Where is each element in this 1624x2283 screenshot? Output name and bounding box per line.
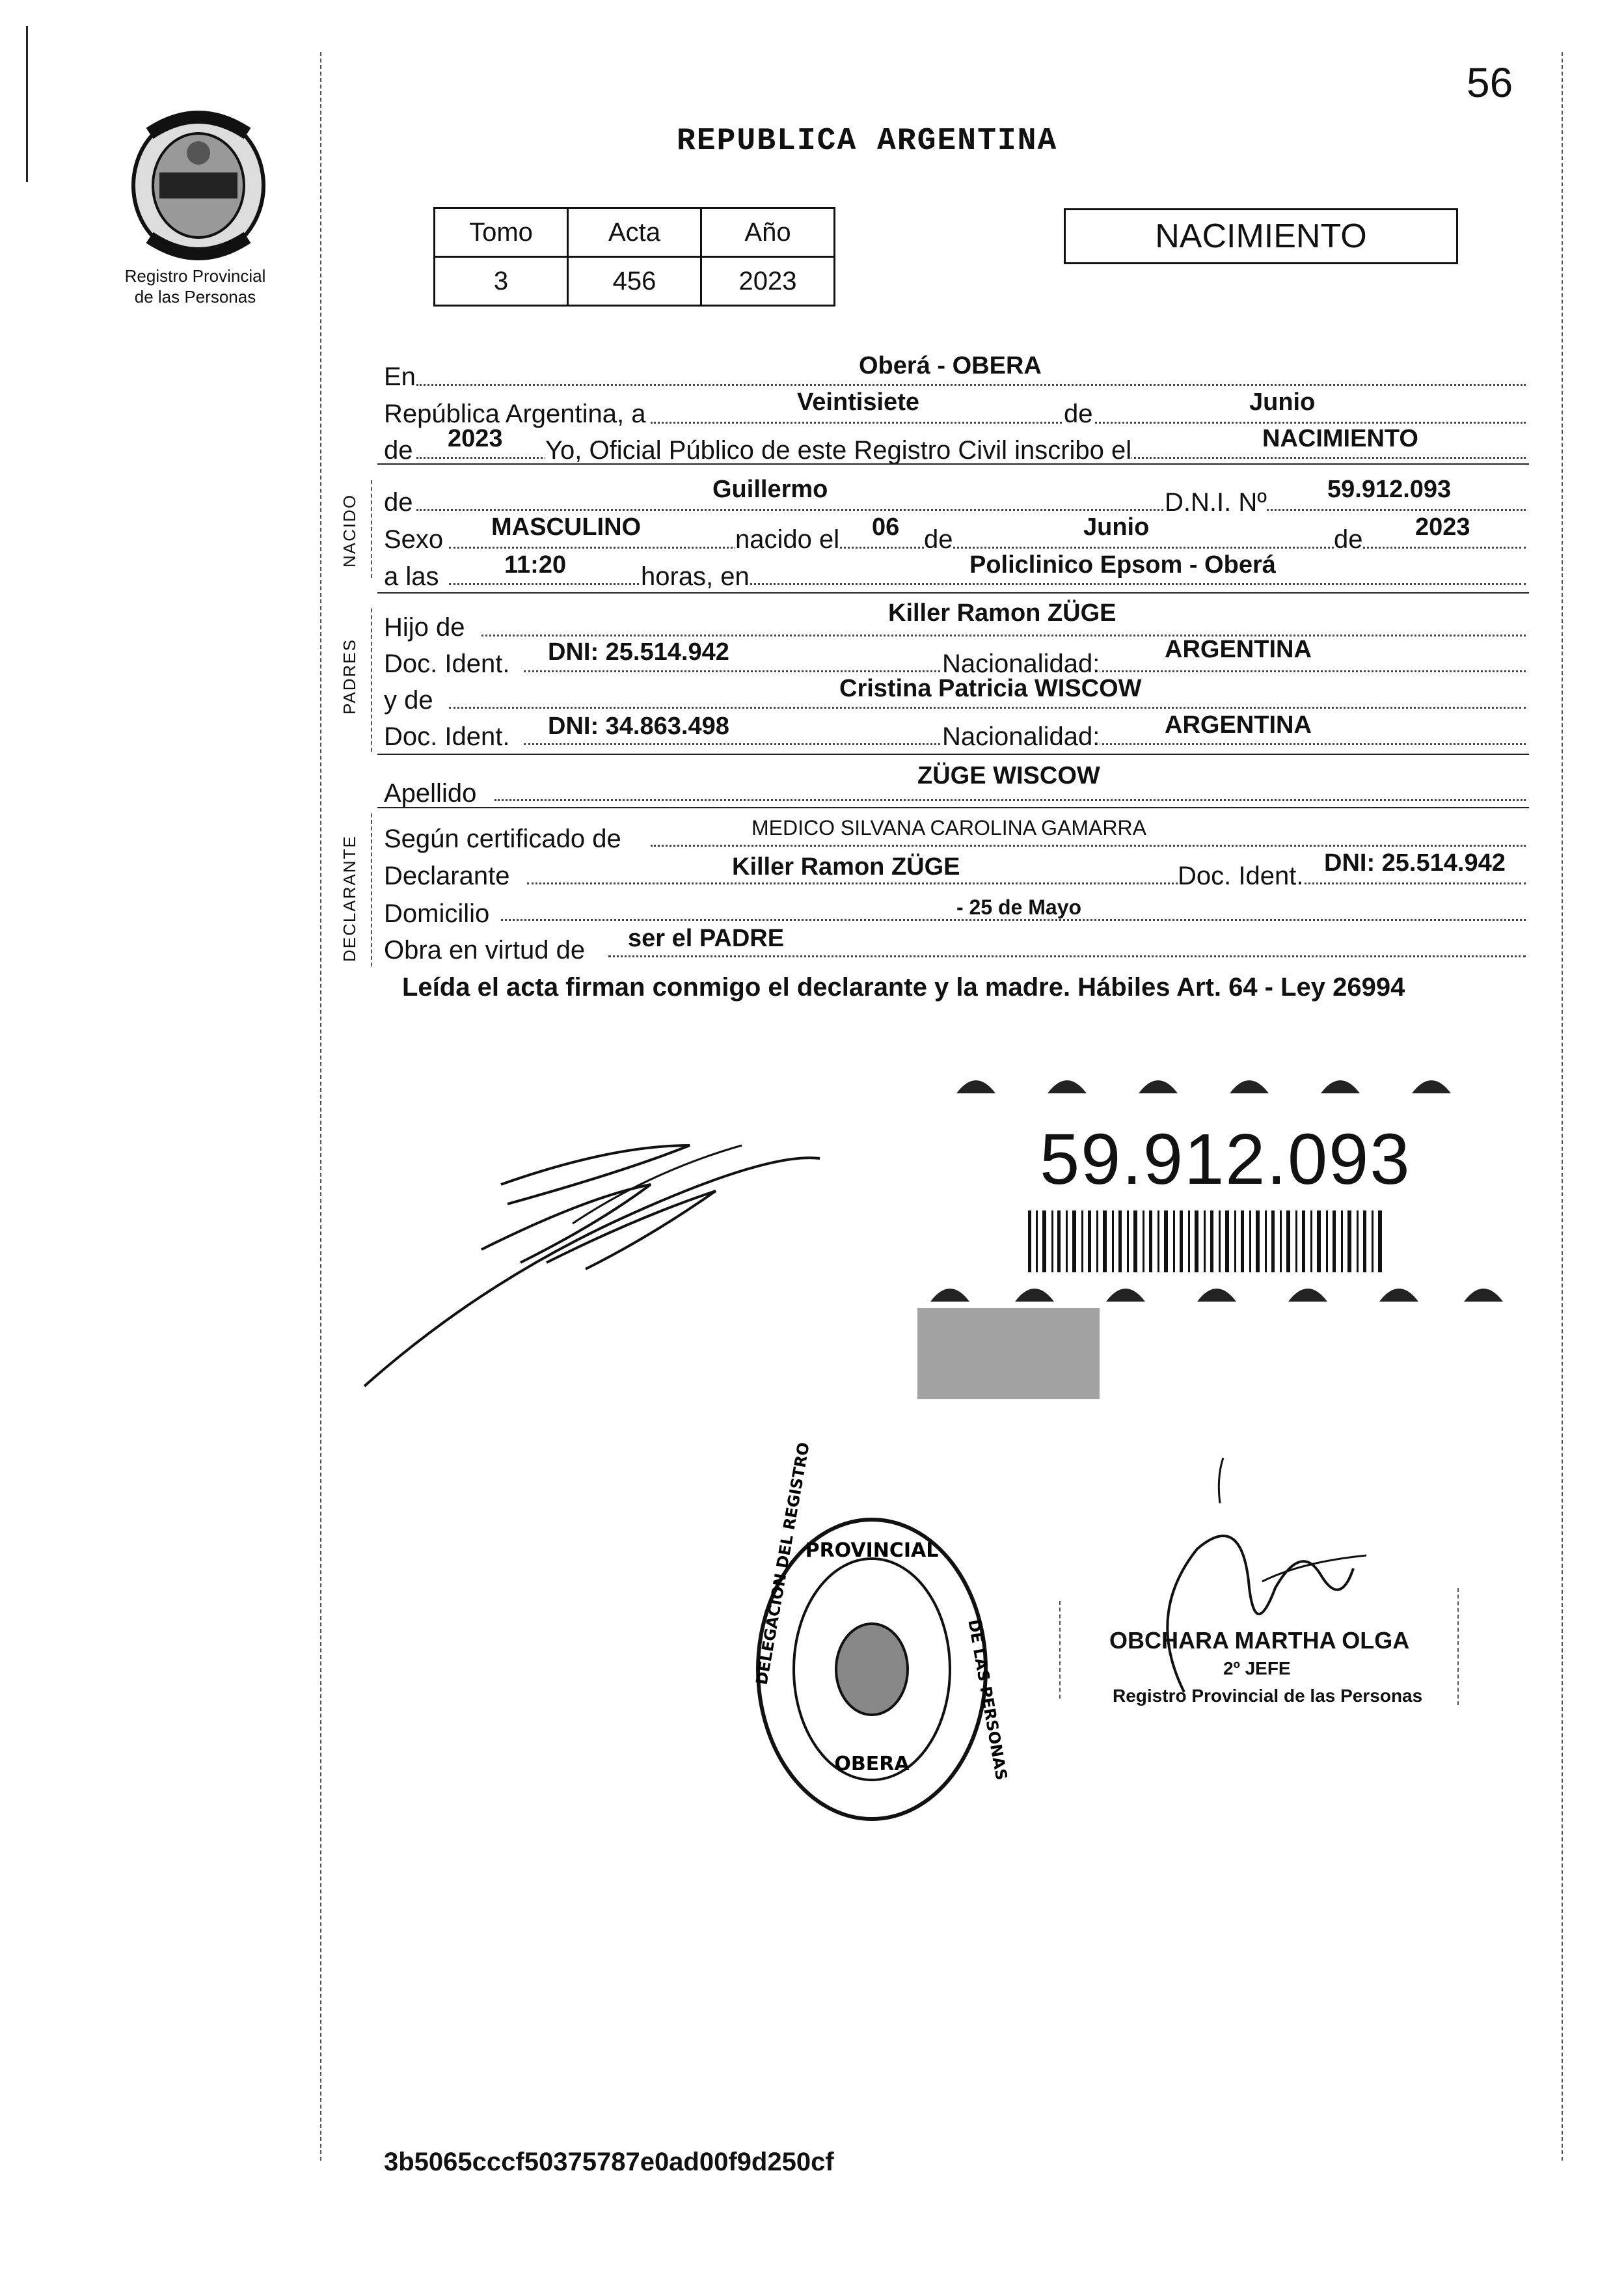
province-emblem-icon xyxy=(124,107,273,264)
father-nationality-value: ARGENTINA xyxy=(1165,636,1312,663)
child-name-value: Guillermo xyxy=(712,476,828,503)
declarante-bracket xyxy=(371,813,372,966)
svg-text:OBERA: OBERA xyxy=(834,1753,910,1775)
act-value-acta: 456 xyxy=(568,257,701,306)
right-margin-line xyxy=(1562,52,1563,2161)
section-divider-3 xyxy=(377,754,1529,755)
padres-bracket xyxy=(371,608,372,752)
decl-row4-dots xyxy=(608,955,1526,957)
father-doc-value: DNI: 25.514.942 xyxy=(548,638,729,666)
section-label-declarante: DECLARANTE xyxy=(340,835,359,962)
official-seal xyxy=(748,1441,1011,1829)
nacido-row1-dots xyxy=(416,509,1526,511)
month-value: Junio xyxy=(1249,389,1316,416)
en-label: En xyxy=(384,362,416,391)
nacido-bracket xyxy=(371,480,372,578)
hijo-de-label: Hijo de xyxy=(384,613,465,642)
apellido-label: Apellido xyxy=(384,779,477,808)
dni-label: D.N.I. Nº xyxy=(1165,488,1267,517)
mother-nationality-value: ARGENTINA xyxy=(1165,711,1312,739)
horas-label: horas, en xyxy=(641,562,750,591)
inscribo-value: NACIMIENTO xyxy=(1262,425,1418,452)
sexo-value: MASCULINO xyxy=(491,513,642,541)
dni-value: 59.912.093 xyxy=(1327,476,1452,503)
father-name-value: Killer Ramon ZÜGE xyxy=(888,599,1116,627)
year-value: 2023 xyxy=(448,425,503,452)
official-bracket-right xyxy=(1457,1588,1459,1705)
doc2-label: Doc. Ident. xyxy=(384,722,510,751)
day-value: Veintisiete xyxy=(797,389,919,416)
nacido-row3-dots xyxy=(449,583,1526,585)
birth-time-value: 11:20 xyxy=(504,551,567,579)
birth-place-value: Policlinico Epsom - Oberá xyxy=(969,551,1276,579)
act-header-acta: Acta xyxy=(568,208,701,257)
declarante-value: Killer Ramon ZÜGE xyxy=(732,853,960,881)
birth-day-value: 06 xyxy=(872,513,900,541)
mother-doc-value: DNI: 34.863.498 xyxy=(548,713,729,740)
nacido-el-label: nacido el xyxy=(735,525,840,554)
cert-value: MEDICO SILVANA CAROLINA GAMARRA xyxy=(751,816,1146,840)
birth-month-value: Junio xyxy=(1083,513,1150,541)
act-type-box: NACIMIENTO xyxy=(1064,208,1458,264)
nac2-label: Nacionalidad: xyxy=(942,722,1100,751)
left-margin-line xyxy=(320,52,321,2161)
act-value-ano: 2023 xyxy=(701,257,835,306)
closing-text: Leída el acta firman conmigo el declarante y la madre. Hábiles Art. 64 - Ley 26994 xyxy=(402,973,1405,1002)
domicilio-value: - 25 de Mayo xyxy=(956,895,1082,919)
registry-name xyxy=(98,266,293,307)
decl-doc-value: DNI: 25.514.942 xyxy=(1324,849,1506,877)
de-label-1: de xyxy=(1064,400,1093,428)
svg-text:PROVINCIAL: PROVINCIAL xyxy=(805,1539,939,1562)
official-org: Registro Provincial de las Personas xyxy=(1113,1686,1423,1706)
nacido-row2-dots xyxy=(449,547,1526,549)
act-header-ano: Año xyxy=(701,208,835,257)
svg-text:DE LAS PERSONAS: DE LAS PERSONAS xyxy=(964,1618,1011,1782)
registry-line1: Registro Provincial xyxy=(124,266,266,286)
apellido-value: ZÜGE WISCOW xyxy=(917,762,1100,789)
obra-value: ser el PADRE xyxy=(628,925,785,952)
mother-name-value: Cristina Patricia WISCOW xyxy=(839,675,1142,702)
obra-label: Obra en virtud de xyxy=(384,936,586,964)
de-label-2: de xyxy=(384,436,413,465)
official-name: OBCHARA MARTHA OLGA xyxy=(1109,1627,1410,1654)
left-edge-line xyxy=(26,26,28,182)
padres-row1-dots xyxy=(481,635,1526,636)
nacido-de2-label: de xyxy=(924,525,953,554)
oficial-text: Yo, Oficial Público de este Registro Civil inscribo el xyxy=(545,436,1132,465)
republica-label: República Argentina, a xyxy=(384,400,646,428)
act-value-tomo: 3 xyxy=(435,257,568,306)
doc1-label: Doc. Ident. xyxy=(384,649,510,678)
official-bracket-left xyxy=(1059,1601,1061,1699)
birth-year-value: 2023 xyxy=(1415,513,1470,541)
act-header-tomo: Tomo xyxy=(435,208,568,257)
act-table xyxy=(433,207,835,307)
document-hash: 3b5065cccf50375787e0ad00f9d250cf xyxy=(384,2148,834,2176)
nac1-label: Nacionalidad: xyxy=(942,649,1100,678)
stamp-number: 59.912.093 xyxy=(1040,1119,1411,1199)
section-label-padres: PADRES xyxy=(340,638,359,715)
cert-label: Según certificado de xyxy=(384,825,621,853)
domicilio-label: Domicilio xyxy=(384,899,490,928)
decl-row2-dots xyxy=(527,882,1526,884)
nacido-de-label: de xyxy=(384,488,413,517)
padres-row3-dots xyxy=(449,707,1526,709)
en-value: Oberá - OBERA xyxy=(859,352,1042,379)
nacido-de3-label: de xyxy=(1334,525,1363,554)
decl-row1-dots xyxy=(651,845,1526,847)
a-las-label: a las xyxy=(384,562,439,591)
page-number: 56 xyxy=(1467,59,1513,106)
registry-line2: de las Personas xyxy=(134,287,256,307)
decl-doc-label: Doc. Ident. xyxy=(1178,862,1304,890)
apellido-dots xyxy=(494,799,1526,801)
declarante-label: Declarante xyxy=(384,862,510,890)
y-de-label: y de xyxy=(384,686,433,715)
document-title: REPUBLICA ARGENTINA xyxy=(677,124,1058,159)
section-divider-4 xyxy=(377,807,1529,808)
section-label-nacido: NACIDO xyxy=(340,493,359,567)
svg-text:DELEGACION DEL REGISTRO: DELEGACION DEL REGISTRO xyxy=(752,1441,813,1686)
sexo-label: Sexo xyxy=(384,525,444,554)
official-title: 2º JEFE xyxy=(1223,1658,1291,1678)
section-divider-2 xyxy=(377,592,1529,594)
declarant-signature xyxy=(351,1132,846,1393)
en-dots xyxy=(416,384,1526,386)
section-divider-1 xyxy=(377,463,1529,465)
